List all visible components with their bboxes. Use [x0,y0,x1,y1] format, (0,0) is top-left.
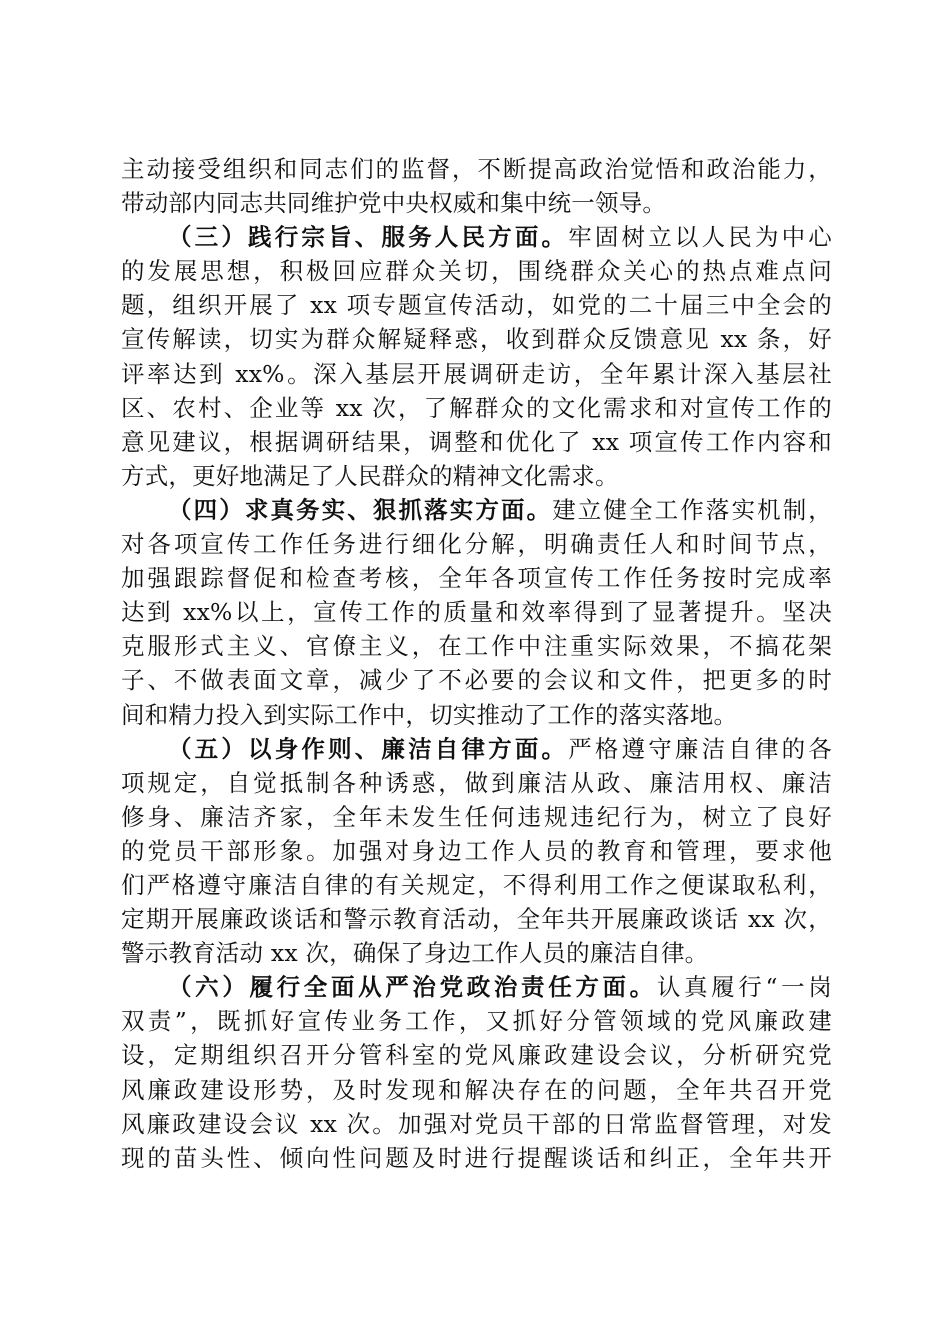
text-line: 警示教育活动 xx 次，确保了身边工作人员的廉洁自律。 [121,939,709,968]
text-line: 方式，更好地满足了人民群众的精神文化需求。 [121,461,619,490]
text-line: 区、农村、企业等 xx 次，了解群众的文化需求和对宣传工作的 [121,393,832,422]
text-line: 题，组织开展了 xx 项专题宣传活动，如党的二十届三中全会的 [121,291,832,320]
text-line: 克服形式主义、官僚主义，在工作中注重实际效果，不搞花架 [121,632,832,661]
text-line: 定期开展廉政谈话和警示教育活动，全年共开展廉政谈话 xx 次， [121,905,832,934]
text-line [121,970,832,1004]
paragraph-section-6 [121,970,832,1175]
text-line: 间和精力投入到实际工作中，切实推动了工作的落实落地。 [121,700,738,729]
text-run: 认真履行“一岗 [656,973,832,1002]
paragraph-section-4 [121,493,832,732]
text-line: 们严格遵守廉洁自律的有关规定，不得利用工作之便谋取私利， [121,870,832,899]
text-run: 牢固树立以人民为中心 [568,223,832,252]
text-line [121,220,832,254]
text-line: 现的苗头性、倾向性问题及时进行提醒谈话和纠正，全年共开 [121,1143,832,1172]
text-line: 修身、廉洁齐家，全年未发生任何违规违纪行为，树立了良好 [121,802,832,831]
text-line: 带动部内同志共同维护党中央权威和集中统一领导。 [121,189,667,218]
paragraph-section-3 [121,220,832,493]
text-run: 建立健全工作落实机制， [552,495,833,524]
text-line: 设，定期组织召开分管科室的党风廉政建设会议，分析研究党 [121,1041,832,1070]
text-line: 主动接受组织和同志们的监督，不断提高政治觉悟和政治能力， [121,155,832,183]
text-line [121,732,832,766]
section-heading: （四）求真务实、狠抓落实方面。 [168,495,553,524]
text-line: 达到 xx%以上，宣传工作的质量和效率得到了显著提升。坚决 [121,598,832,627]
text-line: 的发展思想，积极回应群众关切，围绕群众关心的热点难点问 [121,257,832,286]
text-line: 风廉政建设形势，及时发现和解决存在的问题，全年共召开党 [121,1075,832,1104]
section-heading: （五）以身作则、廉洁自律方面。 [168,734,569,763]
section-heading: （三）践行宗旨、服务人民方面。 [168,223,569,252]
text-line: 双责”，既抓好宣传业务工作，又抓好分管领域的党风廉政建 [121,1007,832,1036]
text-line: 评率达到 xx%。深入基层开展调研走访，全年累计深入基层社 [121,359,832,388]
text-line: 风廉政建设会议 xx 次。加强对党员干部的日常监督管理，对发 [121,1109,832,1138]
text-line: 项规定，自觉抵制各种诱惑，做到廉洁从政、廉洁用权、廉洁 [121,768,832,797]
document-body [121,152,832,1175]
text-line: 的党员干部形象。加强对身边工作人员的教育和管理，要求他 [121,836,832,865]
text-line [121,493,832,527]
text-line: 子、不做表面文章，减少了不必要的会议和文件，把更多的时 [121,666,832,695]
text-line: 加强跟踪督促和检查考核，全年各项宣传工作任务按时完成率 [121,564,832,593]
text-run: 严格遵守廉洁自律的各 [568,734,832,763]
paragraph-continuation [121,152,832,220]
text-line: 意见建议，根据调研结果，调整和优化了 xx 项宣传工作内容和 [121,427,832,456]
paragraph-section-5 [121,732,832,971]
text-line: 对各项宣传工作任务进行细化分解，明确责任人和时间节点， [121,530,832,559]
section-heading: （六）履行全面从严治党政治责任方面。 [168,973,657,1002]
text-line: 宣传解读，切实为群众解疑释惑，收到群众反馈意见 xx 条，好 [121,325,832,354]
